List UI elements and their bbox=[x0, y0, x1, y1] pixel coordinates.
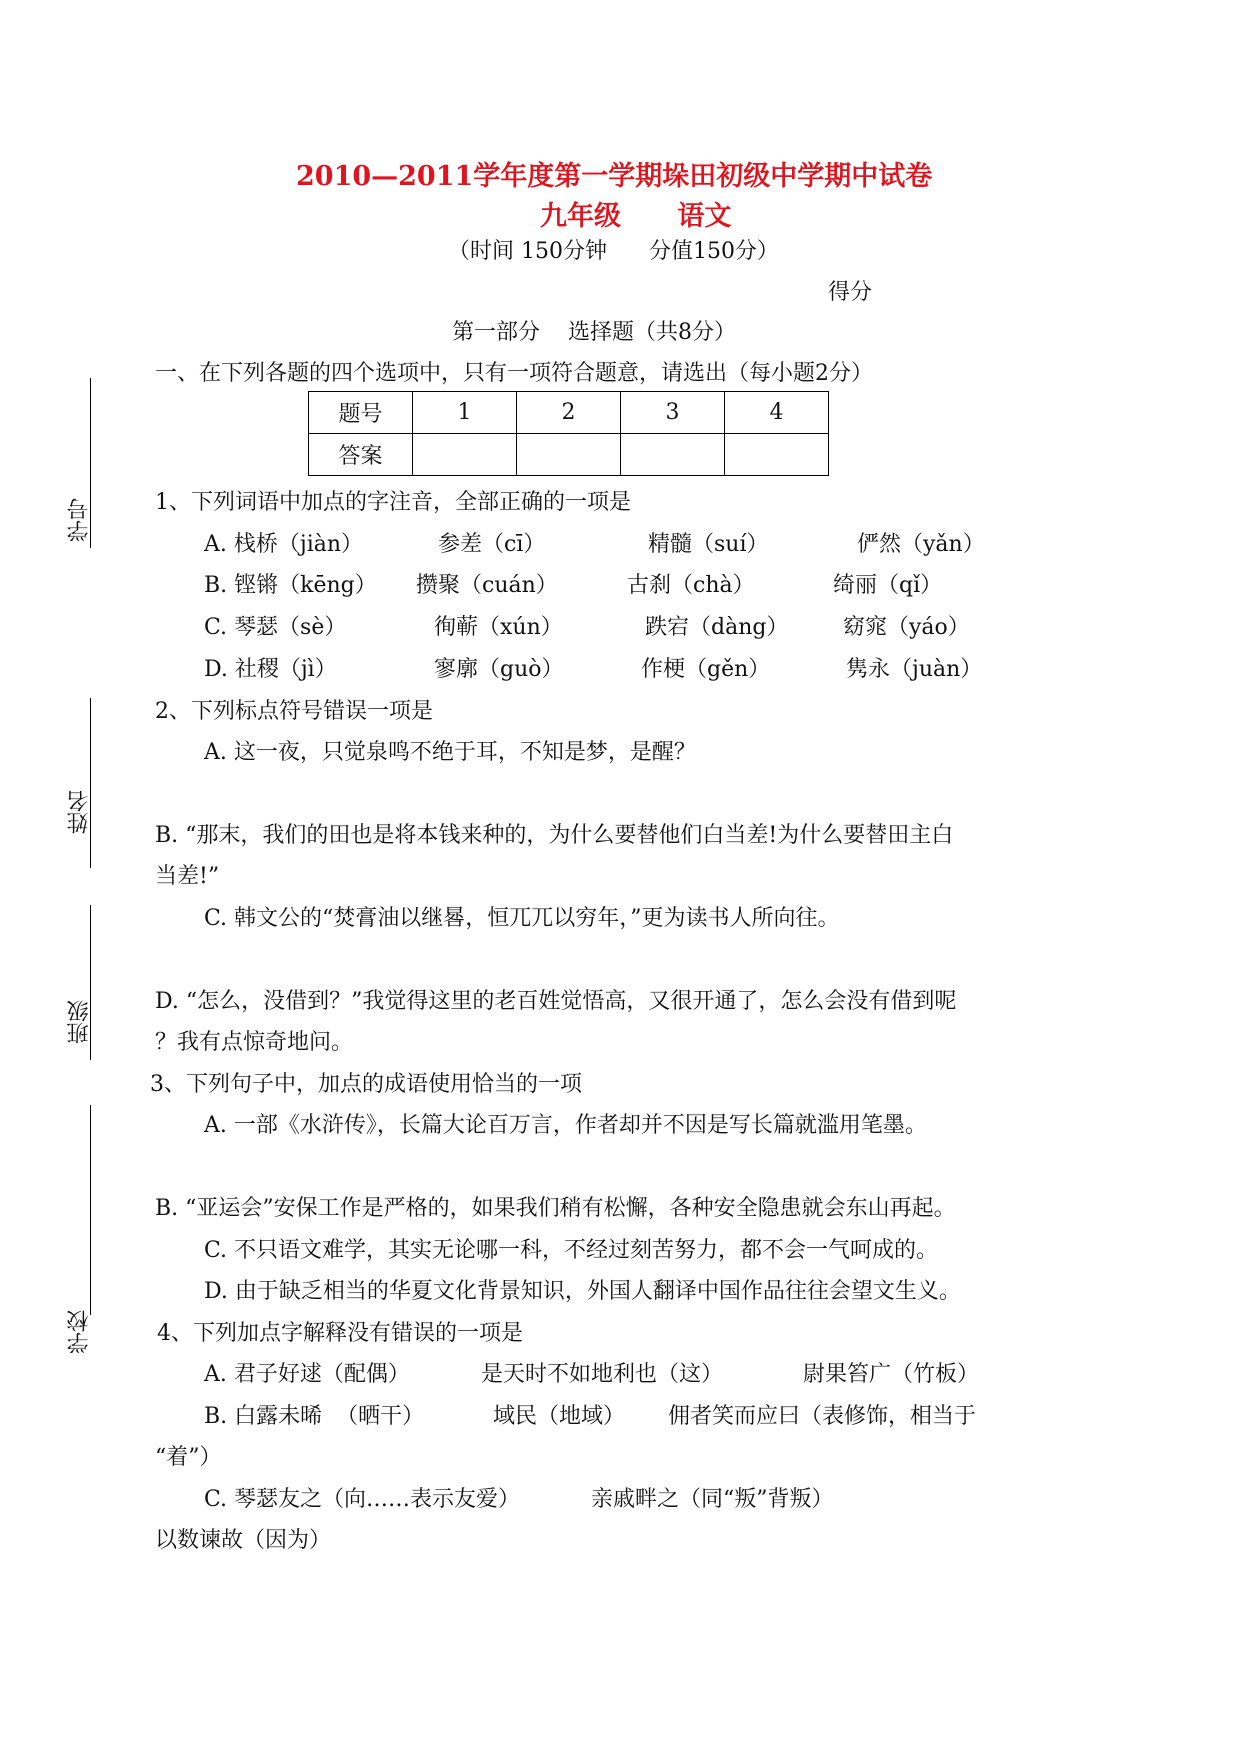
question-number-cell: 2 bbox=[517, 392, 621, 434]
q1-option-c-3: 跌宕（dàng） bbox=[645, 615, 789, 640]
q1-option-d-1: D. 社稷（jì） bbox=[204, 657, 337, 682]
question-number-cell: 4 bbox=[725, 392, 829, 434]
part-one-heading: 第一部分 选择题（共8分） bbox=[452, 320, 736, 345]
answer-header: 答案 bbox=[309, 434, 413, 476]
table-row bbox=[309, 434, 829, 476]
name-label: 姓名 bbox=[67, 790, 92, 834]
q1-stem: 1、下列词语中加点的字注音，全部正确的一项是 bbox=[155, 490, 631, 515]
q2-option-a: A. 这一夜，只觉泉鸣不绝于耳，不知是梦，是醒？ bbox=[204, 740, 696, 765]
q4-option-a-3: 尉果笞广（竹板） bbox=[803, 1362, 980, 1387]
binding-line-name bbox=[90, 698, 91, 868]
time-info: （时间 150分钟 分值150分） bbox=[448, 239, 779, 264]
q4-option-c-1: C. 琴瑟友之（向……表示友爱） bbox=[204, 1487, 521, 1512]
q2-option-b-line1: B. “那末，我们的田也是将本钱来种的，为什么要替他们白当差!为什么要替田主白 bbox=[155, 823, 954, 848]
school-label: 学校 bbox=[67, 1310, 92, 1354]
q1-option-d-2: 寥廓（guò） bbox=[434, 657, 564, 682]
question-number-cell: 1 bbox=[413, 392, 517, 434]
answer-cell[interactable] bbox=[621, 434, 725, 476]
exam-title: 2010—2011学年度第一学期垛田初级中学期中试卷 bbox=[296, 161, 933, 192]
q2-stem: 2、下列标点符号错误一项是 bbox=[155, 699, 433, 724]
q4-option-c-2: 亲戚畔之（同“叛”背叛） bbox=[591, 1487, 834, 1512]
q1-option-a-2: 参差（cī） bbox=[438, 532, 546, 557]
q3-stem: 3、下列句子中，加点的成语使用恰当的一项 bbox=[150, 1072, 582, 1097]
q4-option-c-cont: 以数谏故（因为） bbox=[155, 1528, 332, 1553]
q4-stem: 4、下列加点字解释没有错误的一项是 bbox=[157, 1321, 523, 1346]
q4-option-b-cont: “着”） bbox=[155, 1445, 222, 1470]
q1-option-a-1: A. 栈桥（jiàn） bbox=[204, 532, 364, 557]
exam-subtitle: 九年级 语文 bbox=[540, 201, 732, 232]
q1-option-b-4: 绮丽（qǐ） bbox=[833, 573, 943, 598]
answer-cell[interactable] bbox=[725, 434, 829, 476]
q4-option-a-1: A. 君子好逑（配偶） bbox=[204, 1362, 410, 1387]
binding-line-school bbox=[90, 1105, 91, 1315]
q3-option-c: C. 不只语文难学，其实无论哪一科，不经过刻苦努力，都不会一气呵成的。 bbox=[204, 1238, 939, 1263]
q1-option-b-3: 古刹（chà） bbox=[627, 573, 755, 598]
q3-option-a: A. 一部《水浒传》，长篇大论百万言，作者却并不因是写长篇就滥用笔墨。 bbox=[204, 1113, 927, 1138]
part-one-instruction: 一、在下列各题的四个选项中，只有一项符合题意，请选出（每小题2分） bbox=[155, 361, 873, 386]
q1-option-b-2: 攒聚（cuán） bbox=[416, 573, 558, 598]
q1-option-d-3: 作梗（gěn） bbox=[641, 657, 771, 682]
q4-option-b-2: 域民（地域） bbox=[493, 1404, 626, 1429]
question-number-cell: 3 bbox=[621, 392, 725, 434]
score-label: 得分 bbox=[828, 280, 873, 305]
q2-option-b-line2: 当差!” bbox=[155, 864, 220, 889]
q3-option-d: D. 由于缺乏相当的华夏文化背景知识，外国人翻译中国作品往往会望文生义。 bbox=[204, 1279, 961, 1304]
q2-option-c: C. 韩文公的“焚膏油以继晷，恒兀兀以穷年，”更为读书人所向往。 bbox=[204, 906, 840, 931]
q2-option-d-line2: ？我有点惊奇地问。 bbox=[155, 1030, 354, 1055]
answer-cell[interactable] bbox=[517, 434, 621, 476]
answer-cell[interactable] bbox=[413, 434, 517, 476]
q1-option-a-4: 俨然（yǎn） bbox=[857, 532, 985, 557]
q1-option-c-4: 窈窕（yáo） bbox=[843, 615, 970, 640]
q4-option-b-1: B. 白露未晞 （晒干） bbox=[204, 1404, 425, 1429]
q1-option-b-1: B. 铿锵（kēng） bbox=[204, 573, 377, 598]
table-row bbox=[309, 392, 829, 434]
q2-option-d-line1: D. “怎么，没借到？”我觉得这里的老百姓觉悟高，又很开通了，怎么会没有借到呢 bbox=[155, 989, 957, 1014]
question-number-header: 题号 bbox=[309, 392, 413, 434]
class-label: 班级 bbox=[67, 1000, 92, 1044]
q3-option-b: B. “亚运会”安保工作是严格的，如果我们稍有松懈，各种安全隐患就会东山再起。 bbox=[155, 1196, 956, 1221]
q4-option-a-2: 是天时不如地利也（这） bbox=[481, 1362, 724, 1387]
q1-option-c-2: 徇蕲（xún） bbox=[434, 615, 563, 640]
answer-table bbox=[308, 391, 829, 476]
student-no-label: 学号 bbox=[67, 498, 92, 542]
q1-option-a-3: 精髓（suí） bbox=[648, 532, 769, 557]
q4-option-b-3: 佣者笑而应曰（表修饰，相当于 bbox=[668, 1404, 977, 1429]
q1-option-d-4: 隽永（juàn） bbox=[846, 657, 983, 682]
q1-option-c-1: C. 琴瑟（sè） bbox=[204, 615, 347, 640]
